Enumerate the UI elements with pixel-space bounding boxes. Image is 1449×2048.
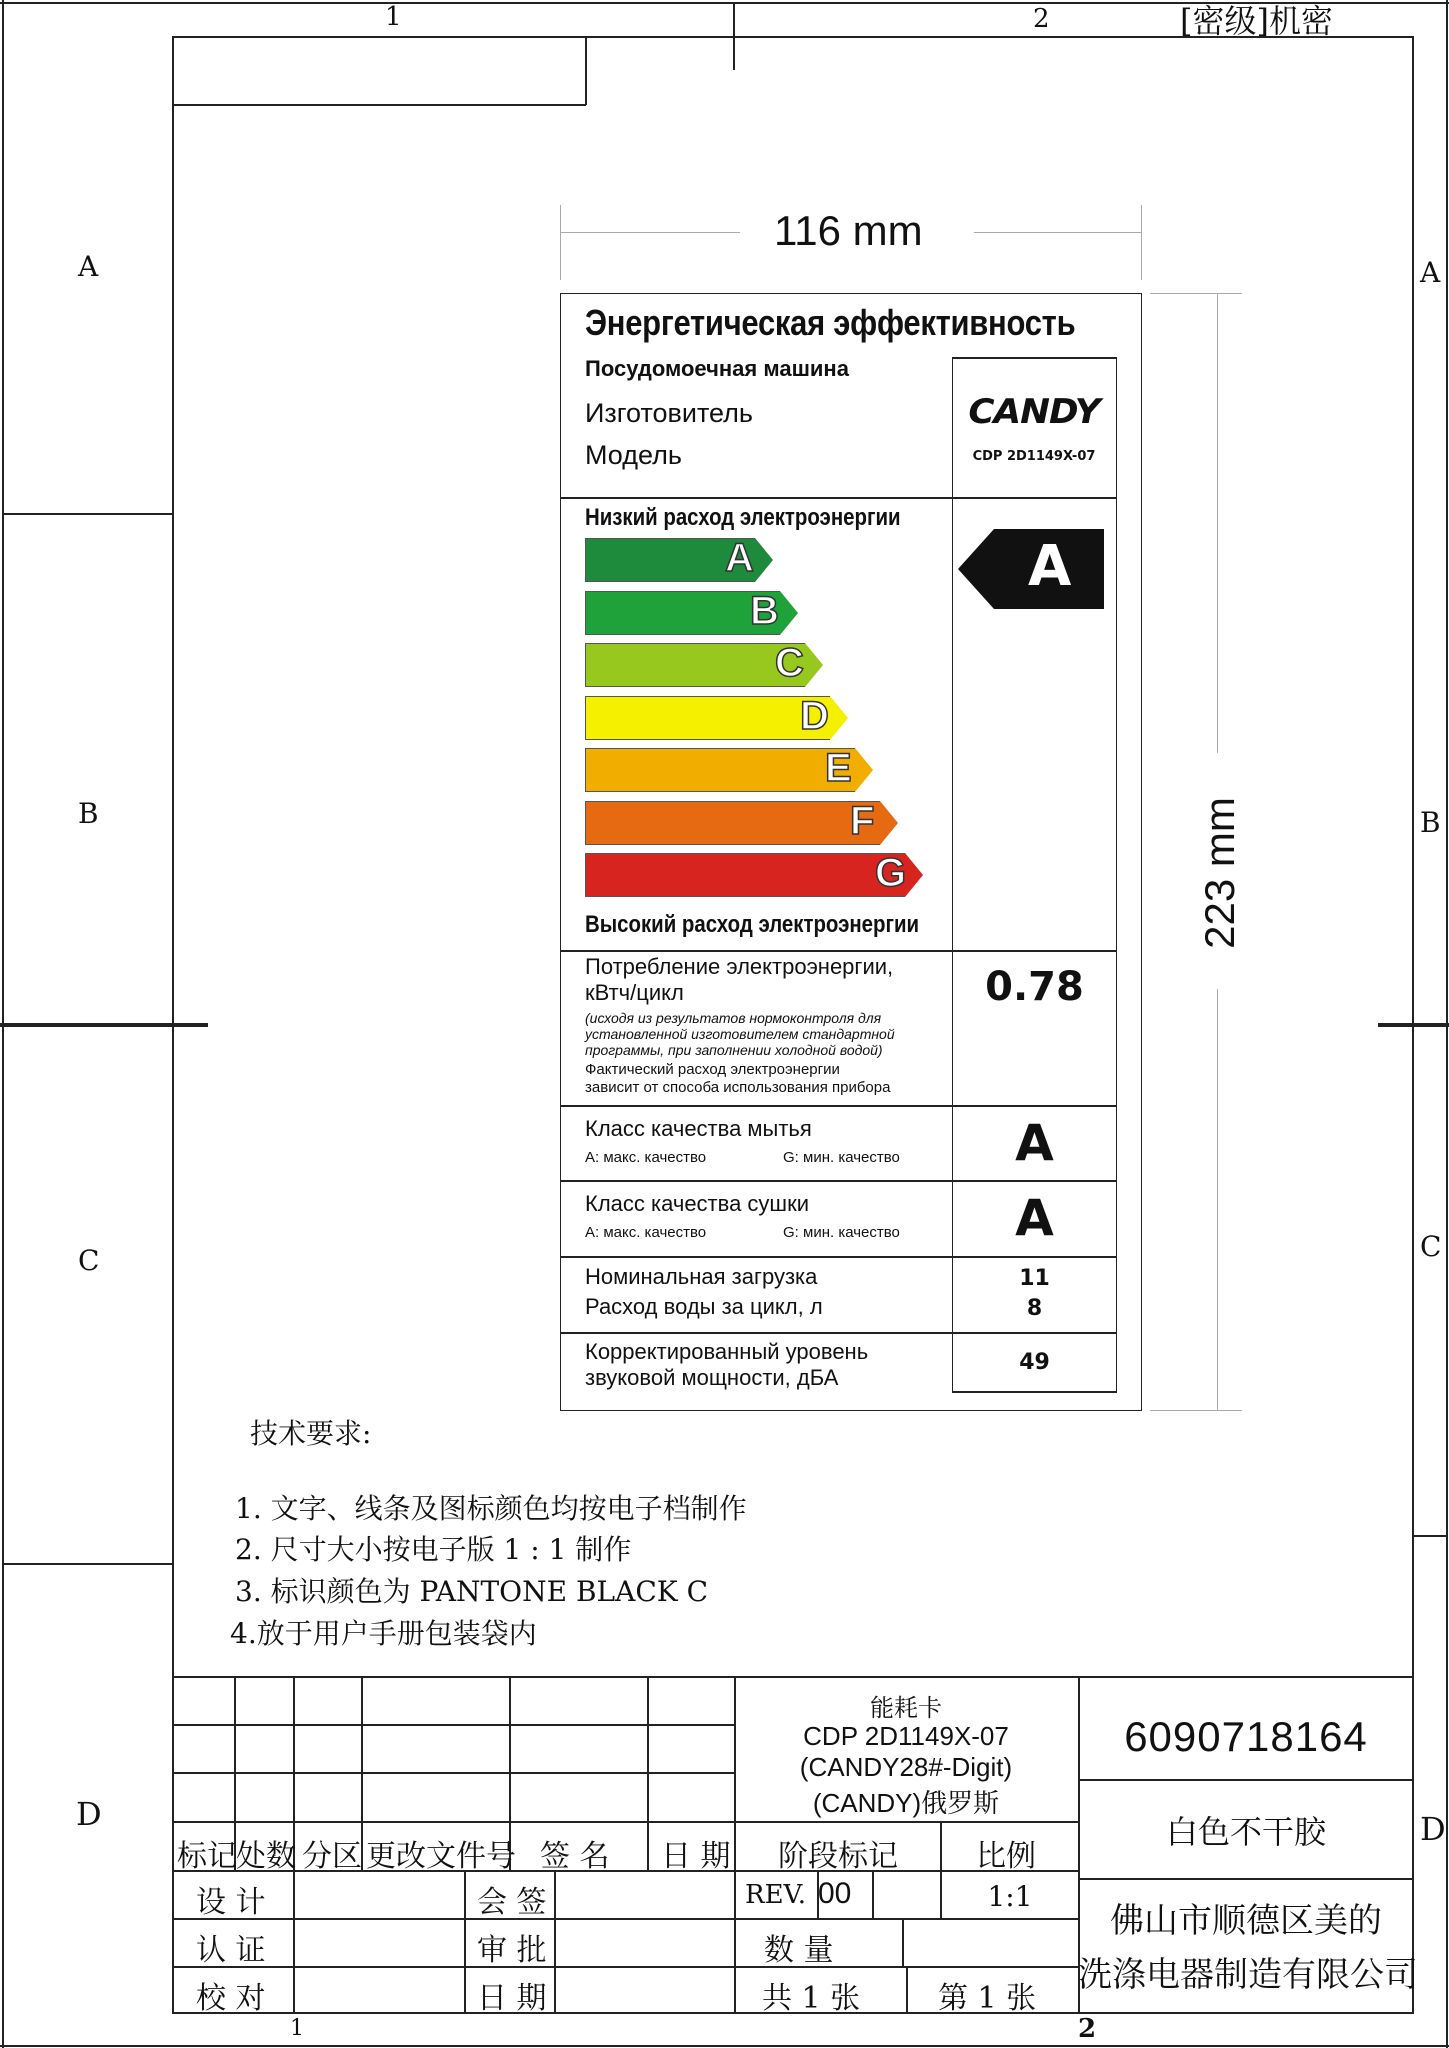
height-dimension-text: 223 mm [1196,797,1243,949]
requirement-4: 4.放于用户手册包装袋内 [230,1617,537,1650]
tb-certify-label: 认 证 [196,1933,266,1968]
zone-label-bottom-2: 2 [1078,2014,1097,2044]
right-col-top [952,357,1117,359]
tb-date-label: 日 期 [477,1981,547,2016]
noise-value: 49 [1019,1350,1050,1375]
energy-class-letter: A [725,536,754,580]
consumption-label-2: кВтч/цикл [585,980,684,1005]
width-dimension [560,205,1142,275]
consumption-note-3: программы, при заполнении холодной водой) [585,1042,883,1058]
tb-sheet-number: 第 1 张 [938,1981,1037,2016]
tb-check-label: 校 对 [196,1981,266,2016]
energy-class-letter: G [875,851,907,895]
sep-after-model [561,497,1117,499]
requirement-3: 3. 标识颜色为 PANTONE BLACK C [235,1575,709,1608]
appliance-type: Посудомоечная машина [585,356,849,381]
water-value: 8 [1026,1296,1043,1321]
tb-material: 白色不干胶 [1165,1813,1326,1851]
consumption-value: 0.78 [985,964,1084,1010]
noise-label-1: Корректированный уровень [585,1339,869,1364]
zone-right-d: D [1420,1810,1446,1848]
brand-logo: CANDY [968,392,1100,432]
capacity-label: Номинальная загрузка [585,1264,818,1289]
drying-scale-a: А: макс. качество [585,1224,707,1241]
tb-stage-label: 阶段标记 [778,1839,898,1874]
consumption-label-1: Потребление электроэнергии, [585,954,894,979]
zone-left-d: D [76,1795,102,1833]
drying-label: Класс качества сушки [585,1191,809,1216]
right-zone-center-mark [1378,1023,1449,1027]
tb-header-date: 日 期 [661,1839,731,1874]
manufacturer-label: Изготовитель [585,398,753,428]
model-number: CDP 2D1149X-07 [972,449,1096,464]
energy-class-bar-e [585,748,873,792]
model-label: Модель [585,440,682,470]
energy-class-letter: D [800,693,829,738]
energy-label [560,293,1142,1411]
sep-left-wash-top [585,1105,953,1107]
tb-product-line-1: 能耗卡 [870,1694,942,1722]
corner-box-bottom [172,104,586,106]
tb-scale-value: 1:1 [987,1880,1033,1913]
sep-after-scale [561,950,1117,952]
classification-label: [密级]机密 [1180,2,1333,40]
requirements-title: 技术要求: [250,1417,372,1450]
energy-class-letter: B [750,588,779,633]
tb-scale-label: 比例 [976,1839,1036,1874]
zone-left-b: B [78,797,99,830]
tb-countersign-label: 会 签 [477,1885,547,1920]
energy-class-bar-f [585,798,898,845]
washing-scale-a: А: макс. качество [585,1149,707,1166]
tb-part-number: 6090718164 [1124,1713,1368,1760]
left-zone-div-1 [2,513,172,515]
tb-header-signature: 签 名 [540,1839,610,1874]
sep-after-drying [561,1256,1117,1258]
washing-value: A [1015,1114,1054,1172]
zone-label-top-2: 2 [1033,4,1050,34]
tb-quantity-label: 数 量 [764,1933,834,1968]
tb-design-label: 设 计 [196,1885,266,1920]
right-zone-div-3 [1412,1535,1448,1537]
tb-header-count: 处数 [236,1839,296,1874]
requirement-1: 1. 文字、线条及图标颜色均按电子档制作 [235,1492,747,1525]
energy-class-letter: E [825,746,852,790]
energy-class-bar-a [585,538,773,582]
corner-box-right [585,36,587,105]
energy-class-bar-g [585,853,923,897]
consumption-note-5: зависит от способа использования прибора [585,1079,891,1096]
energy-class-letter: C [775,641,804,685]
sep-after-washing [561,1180,1117,1182]
zone-left-a: A [78,250,99,283]
tb-header-mark: 标记 [177,1839,237,1874]
sep-after-water [561,1332,1117,1334]
consumption-note-1: (исходя из результатов нормоконтроля для [585,1010,882,1026]
tb-company-2: 洗涤电器制造有限公司 [1078,1955,1418,1995]
requirement-2: 2. 尺寸大小按电子版 1 : 1 制作 [235,1533,632,1566]
tb-rev-label: REV. [745,1880,807,1910]
width-dimension-text: 116 mm [774,207,923,254]
tb-sheets-total: 共 1 张 [762,1981,861,2016]
energy-class-bar-b [585,588,798,635]
outer-frame-bottom [0,2045,1449,2047]
energy-class-bar-d [585,693,848,740]
zone-right-b: B [1420,806,1441,839]
drying-value: A [1015,1189,1054,1247]
tb-company-1: 佛山市顺德区美的 [1110,1901,1382,1941]
tb-product-line-2: CDP 2D1149X-07 [803,1721,1009,1751]
zone-divider-top [733,2,735,70]
right-col-bottom [952,1391,1117,1393]
zone-right-a: A [1420,256,1441,289]
energy-class-letter: F [850,798,875,843]
left-zone-div-3 [2,1563,172,1565]
drying-scale-g: G: мин. качество [783,1224,900,1241]
tb-rev-value: 00 [818,1877,852,1910]
consumption-note-4: Фактический расход электроэнергии [585,1061,840,1078]
zone-left-c: C [78,1244,100,1277]
tb-product-line-4: (CANDY)俄罗斯 [812,1788,1000,1818]
zone-label-top-1: 1 [385,2,402,32]
water-label: Расход воды за цикл, л [585,1294,823,1319]
washing-label: Класс качества мытья [585,1116,812,1141]
high-consumption-label: Высокий расход электроэнергии [585,911,920,938]
washing-scale-g: G: мин. качество [783,1149,900,1166]
low-consumption-label: Низкий расход электроэнергии [585,504,901,531]
left-zone-center-mark [0,1023,208,1027]
capacity-value: 11 [1019,1266,1050,1291]
rating-letter: A [1028,534,1072,599]
label-title: Энергетическая эффективность [585,302,1076,343]
tb-approve-label: 审 批 [477,1933,547,1968]
energy-class-bar-c [585,643,823,687]
zone-right-c: C [1420,1230,1442,1263]
tb-product-line-3: (CANDY28#-Digit) [799,1752,1013,1782]
tb-header-change-doc: 更改文件号 [366,1839,516,1874]
tb-header-zone: 分区 [302,1839,362,1874]
height-dimension [1150,293,1250,1411]
consumption-note-2: установленной изготовителем стандартной [585,1026,895,1042]
rating-arrow [958,529,1104,609]
zone-label-bottom-1: 1 [290,2016,304,2041]
noise-label-2: звуковой мощности, дБА [585,1365,839,1390]
